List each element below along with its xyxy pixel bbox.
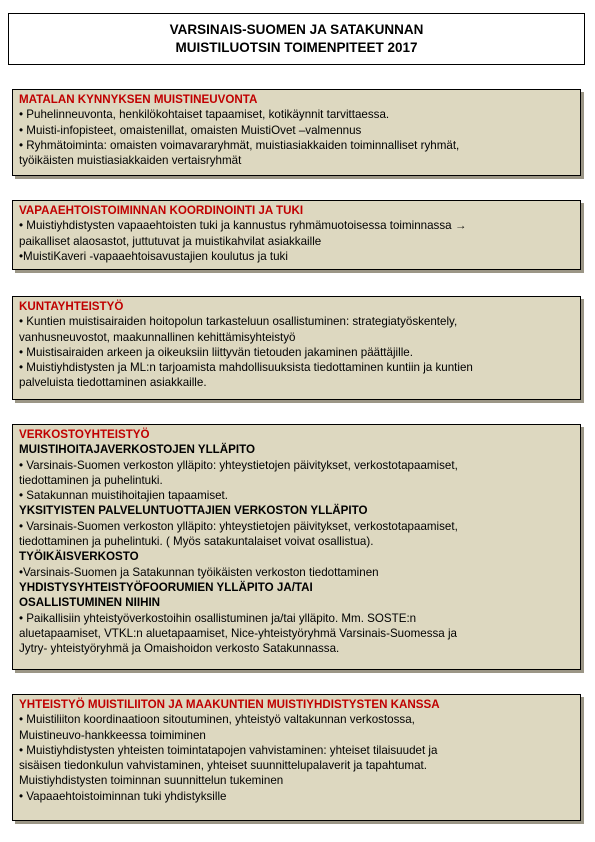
section-text-line: sisäisen tiedonkulun vahvistaminen, yhteiset suunnittelupalaverit ja tapahtumat. bbox=[19, 759, 427, 773]
section-text-line: paikalliset alaosastot, juttutuvat ja muistikahvilat asiakkaille bbox=[19, 234, 322, 248]
section-text-line: Muistiyhdistysten toiminnan suunnittelun tukeminen bbox=[19, 774, 284, 788]
section-text-line: • Muisti-infopisteet, omaistenillat, omaisten MuistiOvet –valmennus bbox=[19, 123, 362, 137]
section-municipal-cooperation bbox=[12, 296, 581, 400]
section-text-line: • Muistiyhdistysten vapaaehtoisten tuki ja kannustus ryhmämuotoisessa toiminnassa → bbox=[19, 219, 467, 233]
section-text-line: •MuistiKaveri -vapaaehtoisavustajien koulutus ja tuki bbox=[19, 249, 288, 263]
subsection-heading: YKSITYISTEN PALVELUNTUOTTAJIEN VERKOSTON YLLÄPITO bbox=[19, 504, 368, 518]
section-text-line: • Muistisairaiden arkeen ja oikeuksiin liittyvän tietouden jakaminen päättäjille. bbox=[19, 345, 413, 359]
section-text-line: • Ryhmätoiminta: omaisten voimavararyhmät, muistiasiakkaiden toiminnalliset ryhmät, bbox=[19, 138, 460, 152]
subsection-heading: OSALLISTUMINEN NIIHIN bbox=[19, 596, 161, 610]
title-line-1: VARSINAIS-SUOMEN JA SATAKUNNAN bbox=[169, 22, 424, 37]
section-heading: VERKOSTOYHTEISTYÖ bbox=[19, 428, 150, 441]
subsection-heading: MUISTIHOITAJAVERKOSTOJEN YLLÄPITO bbox=[19, 443, 255, 457]
section-network-cooperation bbox=[12, 424, 581, 670]
document-title-box bbox=[8, 13, 585, 65]
section-text-line: • Muistiliiton koordinaatioon sitoutuminen, yhteistyö valtakunnan verkostossa, bbox=[19, 713, 415, 727]
title-line-2: MUISTILUOTSIN TOIMENPITEET 2017 bbox=[175, 40, 418, 55]
section-text-line: • Vapaaehtoistoiminnan tuki yhdistyksille bbox=[19, 789, 227, 803]
section-heading: VAPAAEHTOISTOIMINNAN KOORDINOINTI JA TUKI bbox=[19, 204, 304, 217]
section-text-line: • Varsinais-Suomen verkoston ylläpito: yhteystietojen päivitykset, verkostotapaamiset, bbox=[19, 519, 458, 533]
subsection-heading: TYÖIKÄISVERKOSTO bbox=[19, 550, 139, 564]
section-text-line: • Muistiyhdistysten ja ML:n tarjoamista mahdollisuuksista tiedottaminen kuntiin ja kuntien bbox=[19, 361, 473, 375]
section-text-line: palveluista tiedottaminen asiakkaille. bbox=[19, 376, 207, 390]
section-text-line: tiedottaminen ja puhelintuki. ( Myös satakuntalaiset voivat osallistua). bbox=[19, 535, 374, 549]
subsection-heading: YHDISTYSYHTEISTYÖFOORUMIEN YLLÄPITO JA/TAI bbox=[19, 580, 313, 594]
section-heading: YHTEISTYÖ MUISTILIITON JA MAAKUNTIEN MUISTIYHDISTYSTEN KANSSA bbox=[19, 698, 440, 711]
section-text-line: aluetapaamiset, VTKL:n aluetapaamiset, Nice-yhteistyöryhmä Varsinais-Suomessa ja bbox=[19, 626, 457, 640]
section-text-line: • Puhelinneuvonta, henkilökohtaiset tapaamiset, kotikäynnit tarvittaessa. bbox=[19, 108, 390, 122]
section-text-line: • Varsinais-Suomen verkoston ylläpito: yhteystietojen päivitykset, verkostotapaamiset, bbox=[19, 458, 458, 472]
section-low-threshold-counseling bbox=[12, 89, 581, 176]
section-text-line: Muistineuvo-hankkeessa toimiminen bbox=[19, 728, 206, 742]
section-text-line: työikäisten muistiasiakkaiden vertaisryhmät bbox=[19, 154, 242, 168]
section-text-line: vanhusneuvostot, maakunnallinen kehittämisyhteistyö bbox=[19, 330, 296, 344]
section-text-line: • Kuntien muistisairaiden hoitopolun tarkasteluun osallistuminen: strategiatyöskentely, bbox=[19, 315, 458, 329]
section-text-line: • Satakunnan muistihoitajien tapaamiset. bbox=[19, 489, 229, 503]
section-text-line: • Paikallisiin yhteistyöverkostoihin osallistuminen ja/tai ylläpito. Mm. SOSTE:n bbox=[19, 611, 417, 625]
section-text-line: tiedottaminen ja puhelintuki. bbox=[19, 473, 163, 487]
section-heading: MATALAN KYNNYKSEN MUISTINEUVONTA bbox=[19, 93, 258, 106]
section-alliance-cooperation bbox=[12, 694, 581, 821]
section-text-line: •Varsinais-Suomen ja Satakunnan työikäisten verkoston tiedottaminen bbox=[19, 565, 379, 579]
section-volunteer-coordination bbox=[12, 200, 581, 270]
section-text-line: • Muistiyhdistysten yhteisten toimintatapojen vahvistaminen: yhteiset tilaisuudet ja bbox=[19, 743, 438, 757]
section-text-line: Jytry- yhteistyöryhmä ja Omaishoidon verkosto Satakunnassa. bbox=[19, 642, 340, 656]
section-heading: KUNTAYHTEISTYÖ bbox=[19, 300, 124, 313]
